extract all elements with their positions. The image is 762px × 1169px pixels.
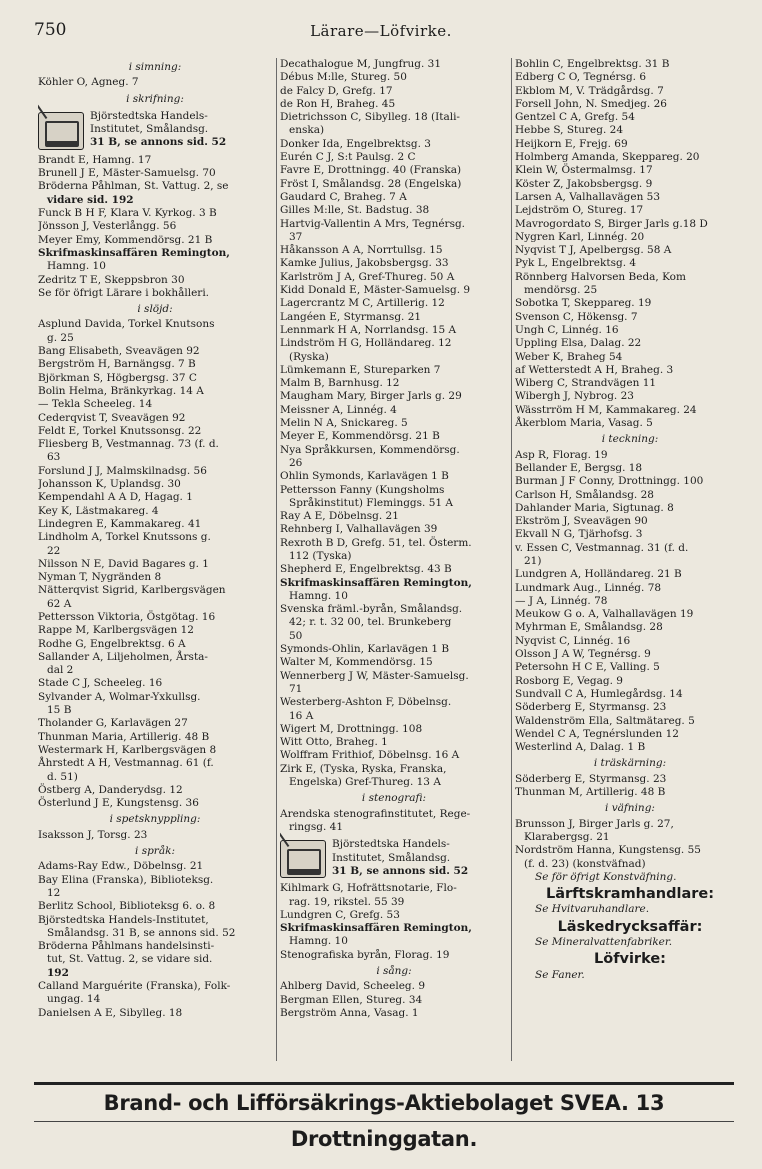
directory-entry: Nordström Hanna, Kungstensg. 55: [515, 844, 701, 857]
directory-entry: Nyman T, Nygränden 8: [38, 571, 162, 584]
directory-entry: Nyqvist T J, Apelbergsg. 58 A: [515, 244, 672, 257]
column-3: [515, 58, 745, 1061]
directory-entry: Håkansson A A, Norrtullsg. 15: [280, 244, 443, 257]
directory-entry: Lagercrantz M C, Artillerig. 12: [280, 297, 445, 310]
entry-continuation: (Ryska): [289, 350, 329, 363]
directory-entry: Calland Marguérite (Franska), Folk-: [38, 980, 231, 992]
directory-entry: Bröderna Påhlmans handelsinsti-: [38, 940, 215, 953]
cross-reference: Se Faner.: [535, 968, 585, 981]
directory-entry: Kamke Julius, Jakobsbergsg. 33: [280, 257, 449, 270]
directory-entry: Söderberg E, Styrmansg. 23: [515, 772, 667, 785]
entry-continuation: 26: [289, 456, 303, 469]
directory-entry: Wibergh J, Nybrog. 23: [515, 390, 634, 403]
directory-entry: Bay Elina (Franska), Biblioteksg.: [38, 873, 214, 886]
directory-entry: — J A, Linnég. 78: [515, 594, 608, 607]
directory-entry: Bergström H, Barnängsg. 7 B: [38, 358, 196, 371]
directory-entry: Lennmark H A, Norrlandsg. 15 A: [280, 323, 457, 336]
directory-entry: Ekvall N G, Tjärhofsg. 3: [515, 528, 643, 541]
directory-entry: Malm B, Barnhusg. 12: [280, 377, 400, 390]
entry-continuation: rag. 19, rikstel. 55 39: [289, 895, 405, 908]
entry-continuation: 112 (Tyska): [289, 549, 352, 562]
directory-entry: Sallander A, Liljeholmen, Årsta-: [38, 650, 208, 663]
advertisement-line: 31 B, se annons sid. 52: [90, 136, 227, 149]
directory-entry: Asplund Davida, Torkel Knutsons: [38, 318, 215, 331]
entry-continuation: 15 B: [47, 704, 72, 717]
directory-entry: Kidd Donald E, Mäster-Samuelsg. 9: [280, 284, 471, 297]
directory-entry: Hebbe S, Stureg. 24: [515, 124, 624, 137]
entry-continuation: 50: [289, 629, 303, 642]
directory-entry: Uppling Elsa, Dalag. 22: [515, 337, 642, 350]
entry-continuation: 22: [47, 544, 61, 557]
directory-entry: Meyer E, Kommendörsg. 21 B: [280, 430, 440, 443]
directory-entry: Wendel C A, Tegnérslunden 12: [515, 727, 679, 740]
directory-entry: Ahlberg David, Scheeleg. 9: [280, 980, 425, 993]
directory-entry: Lümkemann E, Stureparken 7: [280, 363, 441, 376]
directory-entry: Meukow G o. A, Valhallavägen 19: [515, 608, 694, 621]
directory-entry: Shepherd E, Engelbrektsg. 43 B: [280, 563, 452, 576]
section-heading: i skrifning:: [126, 92, 184, 105]
directory-entry: Lindström H G, Holländareg. 12: [280, 337, 452, 350]
entry-continuation: mendörsg. 25: [524, 284, 598, 297]
directory-entry: Holmberg Amanda, Skeppareg. 20: [515, 151, 700, 164]
directory-entry: Skrifmaskinsaffären Remington,: [38, 246, 230, 259]
entry-continuation: Hamng. 10: [47, 260, 106, 273]
section-heading: i simning:: [128, 61, 182, 73]
directory-entry: Kihlmark G, Hofrättsnotarie, Flo-: [280, 882, 457, 895]
directory-entry: Langéen E, Styrmansg. 21: [280, 310, 422, 323]
directory-entry: Åhrstedt A H, Vestmannag. 61 (f.: [38, 757, 214, 770]
directory-entry: Meyer Emy, Kommendörsg. 21 B: [38, 233, 213, 246]
directory-entry: Johansson K, Uplandsg. 30: [38, 478, 181, 491]
directory-entry: Lundmark Aug., Linnég. 78: [515, 581, 662, 594]
entry-continuation: vidare sid. 192: [47, 193, 134, 206]
column-rule: [276, 58, 277, 1061]
entry-continuation: d. 51): [47, 770, 78, 783]
directory-entry: Arendska stenografinstitutet, Rege-: [280, 807, 471, 820]
directory-entry: Jönsson J, Vesterlångg. 56: [38, 220, 177, 233]
directory-entry: Ray A E, Döbelnsg. 21: [280, 510, 399, 523]
directory-entry: Favre E, Drottningg. 40 (Franska): [280, 164, 462, 177]
directory-entry: Burman J F Conny, Drottningg. 100: [515, 475, 704, 488]
advertisement-line: Björstedtska Handels-: [332, 838, 450, 851]
directory-entry: Fröst I, Smålandsg. 28 (Engelska): [280, 177, 462, 190]
directory-entry: Gentzel C A, Grefg. 54: [515, 111, 635, 124]
directory-entry: Olsson J A W, Tegnérsg. 9: [515, 648, 651, 661]
directory-entry: Dahlander Maria, Sigtunag. 8: [515, 501, 674, 514]
entry-continuation: 42; r. t. 32 00, tel. Brunkeberg: [289, 616, 452, 629]
directory-entry: Funck B H F, Klara V. Kyrkog. 3 B: [38, 207, 217, 220]
directory-entry: Cederqvist T, Sveavägen 92: [38, 411, 186, 424]
advertisement-line: 31 B, se annons sid. 52: [332, 864, 469, 877]
directory-entry: Decathalogue M, Jungfrug. 31: [280, 58, 442, 70]
directory-entry: Bellander E, Bergsg. 18: [515, 461, 643, 474]
directory-entry: Nya Språkkursen, Kommendörsg.: [280, 443, 460, 456]
page-header: [0, 14, 762, 44]
entry-continuation: 16 A: [289, 709, 314, 722]
entry-continuation: Hamng. 10: [289, 935, 348, 948]
entry-continuation: Smålandsg. 31 B, se annons sid. 52: [47, 926, 236, 939]
directory-entry: Isaksson J, Torsg. 23: [38, 828, 148, 841]
directory-entry: Köhler O, Agneg. 7: [38, 76, 139, 89]
entry-continuation: ungag. 14: [47, 993, 101, 1006]
entry-continuation: 37: [289, 230, 303, 243]
directory-entry: Pettersson Fanny (Kungsholms: [280, 483, 445, 496]
directory-entry: Berlitz School, Biblioteksg 6. o. 8: [38, 900, 216, 913]
section-heading: i sång:: [376, 965, 412, 977]
directory-entry: Svenska främl.-byrån, Smålandsg.: [280, 603, 463, 616]
directory-entry: Skrifmaskinsaffären Remington,: [280, 922, 472, 935]
directory-entry: Symonds-Ohlin, Karlavägen 1 B: [280, 643, 450, 656]
directory-entry: Wässtrröm H M, Kammakareg. 24: [515, 403, 697, 416]
entry-continuation: ringsg. 41: [289, 820, 344, 833]
directory-entry: Tholander G, Karlavägen 27: [38, 717, 188, 730]
entry-continuation: 71: [289, 682, 303, 695]
advertisement-line: Institutet, Smålandsg.: [332, 851, 451, 864]
directory-entry: Gaudard C, Braheg. 7 A: [280, 190, 407, 203]
directory-entry: Kempendahl A A D, Hagag. 1: [38, 491, 193, 504]
directory-entry: Waldenström Ella, Saltmätareg. 5: [515, 714, 695, 727]
directory-entry: Bolin Helma, Bränkyrkag. 14 A: [38, 384, 204, 397]
entry-continuation: Hamng. 10: [289, 589, 348, 602]
entry-continuation: 62 A: [47, 597, 72, 610]
directory-entry: Bergman Ellen, Stureg. 34: [280, 993, 423, 1006]
directory-entry: Nätterqvist Sigrid, Karlbergsvägen: [38, 584, 226, 597]
column-1: [38, 58, 272, 1061]
directory-entry: Rönnberg Halvorsen Beda, Kom: [515, 270, 686, 283]
entry-continuation: Språkinstitut) Fleminggs. 51 A: [289, 496, 454, 509]
entry-continuation: 21): [524, 554, 542, 567]
directory-entry: Dietrichsson C, Sibylleg. 18 (Itali-: [280, 111, 460, 124]
directory-entry: Wiberg C, Strandvägen 11: [515, 377, 657, 390]
entry-continuation: dal 2: [47, 664, 74, 677]
directory-entry: Sobotka T, Skeppareg. 19: [515, 297, 652, 310]
directory-entry: Stade C J, Scheeleg. 16: [38, 677, 163, 690]
directory-entry: Thunman M, Artillerig. 48 B: [515, 786, 666, 799]
cross-reference: Se för öfrigt Konstväfning.: [535, 870, 677, 883]
directory-entry: Rodhe G, Engelbrektsg. 6 A: [38, 637, 186, 650]
directory-entry: Svenson C, Hökensg. 7: [515, 310, 638, 323]
directory-entry: Edberg C O, Tegnérsg. 6: [515, 71, 647, 84]
directory-entry: Ekblom M, V. Trädgårdsg. 7: [515, 84, 664, 97]
category-heading: Läskedrycksaffär:: [557, 918, 703, 935]
directory-entry: Rehnberg I, Valhallavägen 39: [280, 523, 438, 536]
directory-entry: Bröderna Påhlman, St. Vattug. 2, se: [38, 180, 229, 193]
directory-entry: Ekström J, Sveavägen 90: [515, 515, 648, 528]
directory-entry: Köster Z, Jakobsbergsg. 9: [515, 177, 653, 190]
directory-entry: Key K, Lästmakareg. 4: [38, 504, 159, 517]
directory-entry: v. Essen C, Vestmannag. 31 (f. d.: [515, 541, 689, 554]
directory-entry: Nygren Karl, Linnég. 20: [515, 230, 645, 243]
directory-entry: Lindholm A, Torkel Knutssons g.: [38, 531, 211, 544]
directory-entry: de Ron H, Braheg. 45: [280, 97, 396, 110]
directory-entry: Björstedtska Handels-Institutet,: [38, 913, 209, 926]
directory-entry: Westerlind A, Dalag. 1 B: [515, 741, 646, 754]
directory-entry: Rosborg E, Vegag. 9: [515, 674, 623, 687]
directory-entry: Stenografiska byrån, Florag. 19: [280, 948, 450, 961]
directory-entry: — Tekla Scheeleg. 14: [38, 398, 153, 411]
directory-entry: Larsen A, Valhallavägen 53: [515, 190, 661, 203]
section-heading: i spetsknyppling:: [109, 813, 201, 826]
column-2: [280, 58, 508, 1061]
directory-entry: Pettersson Viktoria, Östgötag. 16: [38, 610, 216, 623]
section-heading: i slöjd:: [137, 303, 173, 316]
directory-entry: Lundgren A, Holländareg. 21 B: [515, 568, 682, 581]
entry-continuation: g. 25: [47, 331, 74, 344]
directory-entry: Österlund J E, Kungstensg. 36: [38, 797, 199, 810]
directory-entry: Myhrman E, Smålandsg. 28: [515, 621, 663, 634]
directory-entry: Se för öfrigt Lärare i bokhålleri.: [38, 286, 210, 299]
directory-entry: Rappe M, Karlbergsvägen 12: [38, 624, 194, 637]
directory-entry: Forslund J J, Malmskilnadsg. 56: [38, 464, 207, 477]
directory-entry: Brunell J E, Mäster-Samuelsg. 70: [38, 167, 216, 180]
cross-reference: Se Hvitvaruhandlare.: [535, 903, 650, 916]
directory-entry: Donker Ida, Engelbrektsg. 3: [280, 137, 431, 150]
entry-continuation: 63: [47, 451, 61, 464]
directory-entry: Brunsson J, Birger Jarls g. 27,: [515, 817, 674, 830]
directory-entry: Petersohn H C E, Valling. 5: [515, 661, 660, 674]
directory-entry: Nilsson N E, David Bagares g. 1: [38, 557, 209, 570]
directory-entry: Walter M, Kommendörsg. 15: [280, 656, 433, 669]
directory-entry: Hartvig-Vallentin A Mrs, Tegnérsg.: [280, 217, 466, 230]
directory-entry: Forsell John, N. Smedjeg. 26: [515, 97, 667, 110]
directory-entry: Fliesberg B, Vestmannag. 73 (f. d.: [38, 438, 219, 451]
directory-entry: Zedritz T E, Skeppsbron 30: [38, 273, 185, 286]
directory-entry: Asp R, Florag. 19: [515, 448, 608, 461]
directory-entry: Åkerblom Maria, Vasag. 5: [515, 417, 653, 430]
advertisement-block: [38, 110, 272, 150]
directory-entry: Débus M:lle, Stureg. 50: [280, 71, 407, 84]
entry-continuation: (f. d. 23) (konstväfnad): [524, 857, 646, 870]
category-heading: Löfvirke:: [594, 951, 666, 968]
section-heading: i träskärning:: [593, 757, 667, 770]
directory-entry: Bang Elisabeth, Sveavägen 92: [38, 345, 200, 358]
entry-continuation: tut, St. Vattug. 2, se vidare sid.: [47, 953, 213, 966]
directory-entry: Feldt E, Torkel Knutssonsg. 22: [38, 424, 202, 437]
directory-entry: Weber K, Braheg 54: [515, 350, 623, 363]
advertisement-block: [280, 838, 508, 878]
directory-entry: Lejdström O, Stureg. 17: [515, 204, 644, 217]
page-number: 750: [34, 20, 67, 40]
directory-entry: Eurén C J, S:t Paulsg. 2 C: [280, 151, 416, 164]
typewriter-logo-icon: [38, 112, 84, 150]
directory-entry: Rexroth B D, Grefg. 51, tel. Österm.: [280, 536, 472, 549]
running-head: Lärare—Löfvirke.: [310, 22, 452, 40]
directory-entry: Björkman S, Högbergsg. 37 C: [38, 371, 197, 384]
directory-entry: Östberg A, Danderydsg. 12: [38, 783, 183, 796]
advertisement-line: Institutet, Smålandsg.: [90, 123, 209, 136]
category-heading: Lärftskramhandlare:: [545, 886, 715, 903]
directory-entry: Bergström Anna, Vasag. 1: [280, 1006, 419, 1019]
entry-continuation: enska): [289, 124, 325, 137]
directory-entry: Nyqvist C, Linnég. 16: [515, 634, 631, 647]
directory-entry: Wigert M, Drottningg. 108: [280, 722, 423, 735]
directory-entry: Zirk E, (Tyska, Ryska, Franska,: [280, 762, 447, 775]
section-heading: i teckning:: [601, 433, 659, 446]
directory-entry: af Wetterstedt A H, Braheg. 3: [515, 363, 674, 376]
directory-entry: Sylvander A, Wolmar-Yxkullsg.: [38, 690, 201, 703]
directory-entry: Brandt E, Hamng. 17: [38, 153, 152, 166]
directory-entry: Heijkorn E, Frejg. 69: [515, 137, 628, 150]
directory-entry: Westermark H, Karlbergsvägen 8: [38, 743, 217, 756]
directory-entry: Wennerberg J W, Mäster-Samuelsg.: [280, 669, 469, 682]
directory-entry: Klein W, Östermalmsg. 17: [515, 164, 653, 177]
directory-entry: Ungh C, Linnég. 16: [515, 323, 619, 336]
directory-entry: Melin N A, Snickareg. 5: [280, 417, 408, 430]
directory-entry: Karlström J A, Gref-Thureg. 50 A: [280, 270, 455, 283]
directory-entry: Lindegren E, Kammakareg. 41: [38, 517, 202, 530]
directory-entry: Danielsen A E, Sibylleg. 18: [38, 1006, 183, 1019]
directory-entry: Mavrogordato S, Birger Jarls g.18 D: [515, 217, 708, 230]
section-heading: i språk:: [135, 845, 175, 858]
column-rule: [511, 58, 512, 1061]
directory-entry: Witt Otto, Braheg. 1: [280, 736, 388, 749]
footer-advertisement: Brand- och Lifförsäkrings-Aktiebolaget SVEA. 13 Drottninggatan.: [34, 1082, 734, 1122]
cross-reference: Se Mineralvattenfabriker.: [535, 936, 673, 948]
directory-entry: Sundvall C A, Humlegårdsg. 14: [515, 687, 683, 700]
directory-entry: Ohlin Symonds, Karlavägen 1 B: [280, 470, 449, 483]
section-heading: i stenografi:: [361, 792, 427, 805]
advertisement-line: Björstedtska Handels-: [90, 109, 208, 122]
directory-entry: Carlson H, Smålandsg. 28: [515, 488, 654, 501]
section-heading: i väfning:: [605, 802, 655, 815]
entry-continuation: Klarabergsg. 21: [524, 830, 610, 843]
directory-entry: Söderberg E, Styrmansg. 23: [515, 701, 667, 714]
entry-continuation: 192: [47, 966, 69, 979]
directory-entry: Adams-Ray Edw., Döbelnsg. 21: [38, 860, 204, 873]
directory-entry: Gilles M:lle, St. Badstug. 38: [280, 204, 430, 217]
directory-entry: Westerberg-Ashton F, Döbelnsg.: [280, 696, 452, 709]
directory-entry: Pyk L, Engelbrektsg. 4: [515, 257, 637, 270]
entry-continuation: 12: [47, 886, 61, 899]
directory-entry: Meissner A, Linnég. 4: [280, 403, 397, 416]
directory-entry: Lundgren C, Grefg. 53: [280, 908, 400, 921]
directory-entry: Thunman Maria, Artillerig. 48 B: [38, 730, 210, 743]
entry-continuation: Engelska) Gref-Thureg. 13 A: [289, 776, 441, 789]
directory-entry: Maugham Mary, Birger Jarls g. 29: [280, 390, 462, 403]
typewriter-logo-icon: [280, 840, 326, 878]
directory-entry: Skrifmaskinsaffären Remington,: [280, 576, 472, 589]
directory-entry: de Falcy D, Grefg. 17: [280, 84, 393, 97]
directory-entry: Bohlin C, Engelbrektsg. 31 B: [515, 58, 670, 70]
directory-entry: Wolffram Frithiof, Döbelnsg. 16 A: [280, 749, 460, 762]
